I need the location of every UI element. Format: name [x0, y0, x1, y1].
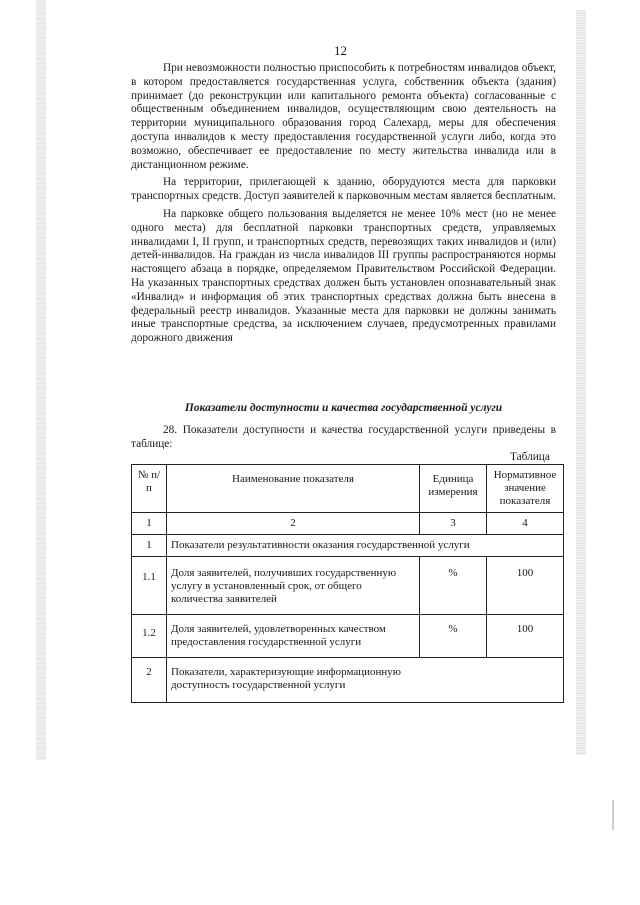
col-index: 4 [487, 513, 564, 535]
col-index: 2 [167, 513, 420, 535]
intro-paragraph [131, 424, 556, 452]
row-number: 1.1 [132, 557, 167, 615]
header-unit: Единица измерения [420, 465, 487, 513]
row-value: 100 [487, 557, 564, 615]
row-value: 100 [487, 615, 564, 658]
row-unit: % [420, 615, 487, 658]
col-index: 1 [132, 513, 167, 535]
table-numbering-row [132, 513, 564, 535]
header-name: Наименование показателя [167, 465, 420, 513]
row-name: Доля заявителей, получивших государственную услугу в установленный срок, от общего количества заявителей [167, 557, 420, 615]
col-index: 3 [420, 513, 487, 535]
table-header-row [132, 465, 564, 513]
body-text [131, 62, 556, 346]
scan-edge-right [576, 10, 586, 755]
section-heading: Показатели доступности и качества государственной услуги [184, 402, 503, 414]
table-caption: Таблица [510, 451, 550, 463]
page-number: 12 [334, 43, 347, 58]
paragraph: На парковке общего пользования выделяется не менее 10% мест (но не менее одного места) для бесплатной парковки транспортных средств, управляемых инвалидами I, II групп, и транспортных средств, перевозящих таких инвалидов и (или) детей-инвалидов. На граждан из числа инвалидов III группы распространяются нормы настоящего абзаца в порядке, определяемом Правительством Российской Федерации. На указанных транспортных средствах должен быть установлен опознавательный знак «Инвалид» и информация об этих транспортных средствах должна быть внесена в федеральный реестр инвалидов. Указанные места для парковки не должны занимать иные транспортные средства, за исключением случаев, предусмотренных правилами дорожного движения [131, 207, 556, 345]
row-name: Доля заявителей, удовлетворенных качеством предоставления государственной услуги [167, 615, 420, 658]
row-name: Показатели, характеризующие информационную доступность государственной услуги [167, 658, 564, 703]
table-row [132, 535, 564, 557]
table-row [132, 557, 564, 615]
paragraph: При невозможности полностью приспособить к потребностям инвалидов объект, в котором предоставляется государственная услуга, собственник объекта (здания) принимает (до реконструкции или капитального ремонта объекта) согласованные с общественным объединением инвалидов, осуществляющим свою деятельность на территории муниципального образования город Салехард, меры для обеспечения доступа инвалидов к месту предоставления государственной услуги либо, когда это возможно, обеспечивает ее предоставление по месту жительства инвалида или в дистанционном режиме. [131, 62, 556, 171]
row-unit: % [420, 557, 487, 615]
margin-mark [612, 800, 614, 830]
row-number: 1 [132, 535, 167, 557]
indicators-table [131, 464, 564, 703]
paragraph: На территории, прилегающей к зданию, оборудуются места для парковки транспортных средств. Доступ заявителей к парковочным местам является бесплатным. [131, 176, 556, 203]
header-norm: Нормативное значение показателя [487, 465, 564, 513]
scan-edge-left [36, 0, 46, 760]
header-number: № п/п [132, 465, 167, 513]
row-name: Показатели результативности оказания государственной услуги [167, 535, 564, 557]
row-number: 2 [132, 658, 167, 703]
table-row [132, 658, 564, 703]
paragraph: 28. Показатели доступности и качества государственной услуги приведены в таблице: [131, 424, 556, 450]
row-number: 1.2 [132, 615, 167, 658]
table-row [132, 615, 564, 658]
